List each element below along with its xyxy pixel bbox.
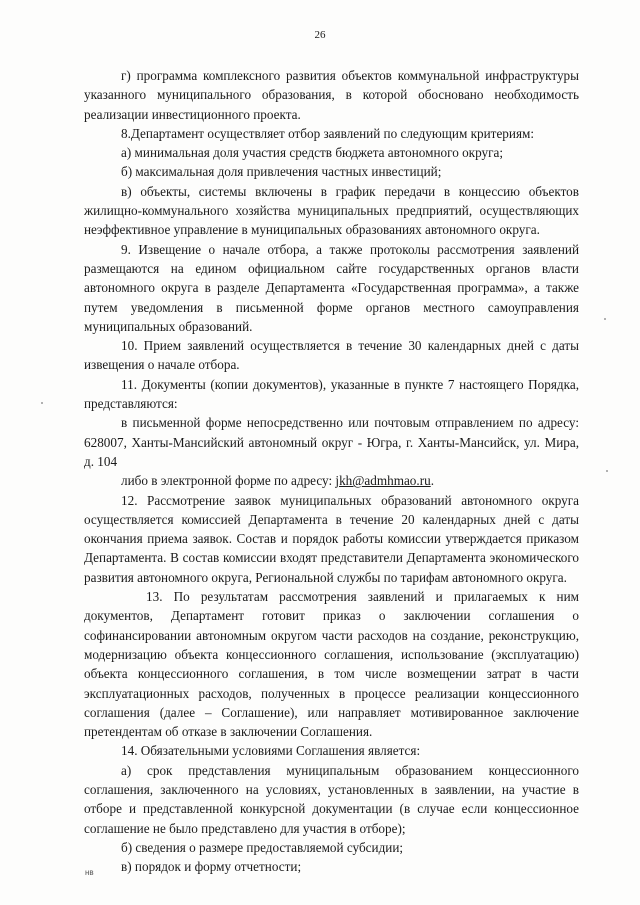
paragraph-14-conditions: 14. Обязательными условиями Соглашения является: (121, 743, 421, 759)
paragraph-13-results: 13. По результатам рассмотрения заявлений и прилагаемых к ним документов, Департамент готовит приказ о заключении соглашения о софинансировании автономным округом части расходов на создание, реконструкцию, модернизацию объекта концессионного соглашения, использование (эксплуатацию) объекта концессионного соглашения, в том числе возмещении затрат в части эксплуатационных расходов, полученных в процессе реализации концессионного соглашения (далее – Соглашение), или направляет мотивированное заключение претендентам об отказе в заключении Соглашения. (84, 589, 579, 740)
email-link[interactable]: jkh@admhmao.ru (335, 473, 431, 489)
document-body (84, 66, 579, 876)
footer-initials: нв (85, 868, 94, 877)
paragraph-10-acceptance: 10. Прием заявлений осуществляется в течение 30 календарных дней с даты извещения о начале отбора. (84, 338, 579, 373)
electronic-address-text: либо в электронной форме по адресу: (121, 473, 336, 489)
paragraph-condition-a: а) срок представления муниципальным образованием концессионного соглашения, заключенного на условиях, установленных в заявлении, на участие в отборе и представленной конкурсной документации (в случае если концессионное соглашение не было представлено для участия в отборе); (84, 762, 579, 836)
paragraph-9-notice: 9. Извещение о начале отбора, а также протоколы рассмотрения заявлений размещаются на едином официальном сайте государственных органов власти автономного округа в разделе Департамента «Государственная программа», а также путем уведомления в письменной форме органов местного самоуправления муниципальных образований. (84, 241, 579, 334)
scan-speck (604, 318, 606, 320)
paragraph-g-program: г) программа комплексного развития объектов коммунальной инфраструктуры указанного муниципального образования, в которой обосновано необходимость реализации инвестиционного проекта. (84, 68, 579, 122)
scan-speck (606, 470, 608, 472)
paragraph-criterion-v: в) объекты, системы включены в график передачи в концессию объектов жилищно-коммунального хозяйства муниципальных предприятий, осуществляющих неэффективное управление в муниципальных образованиях автономного округа. (84, 183, 579, 238)
paragraph-condition-v: в) порядок и форму отчетности; (121, 859, 302, 875)
paragraph-postal-address: в письменной форме непосредственно или почтовым отправлением по адресу: 628007, Ханты-Мансийский автономный округ - Югра, г. Ханты-Мансийск, ул. Мира, д. 104 (84, 415, 579, 469)
paragraph-12-review: 12. Рассмотрение заявок муниципальных образований автономного округа осуществляется комиссией Департамента в течение 20 календарных дней с даты окончания приема заявок. Состав и порядок работы комиссии утверждается приказом Департамента. В состав комиссии входят представители Департамента экономического развития автономного округа, Региональной службы по тарифам автономного округа. (84, 492, 579, 585)
paragraph-8-criteria: 8.Департамент осуществляет отбор заявлений по следующим критериям: (121, 125, 535, 141)
scan-speck (41, 402, 43, 404)
page-number: 26 (314, 29, 326, 41)
paragraph-criterion-a: а) минимальная доля участия средств бюджета автономного округа; (121, 145, 504, 161)
electronic-address-end: . (430, 473, 434, 489)
paragraph-electronic-address (84, 471, 579, 490)
paragraph-11-documents: 11. Документы (копии документов), указанные в пункте 7 настоящего Порядка, представляются: (84, 376, 579, 412)
paragraph-condition-b: б) сведения о размере предоставляемой субсидии; (121, 839, 404, 855)
paragraph-criterion-b: б) максимальная доля привлечения частных инвестиций; (121, 164, 442, 180)
